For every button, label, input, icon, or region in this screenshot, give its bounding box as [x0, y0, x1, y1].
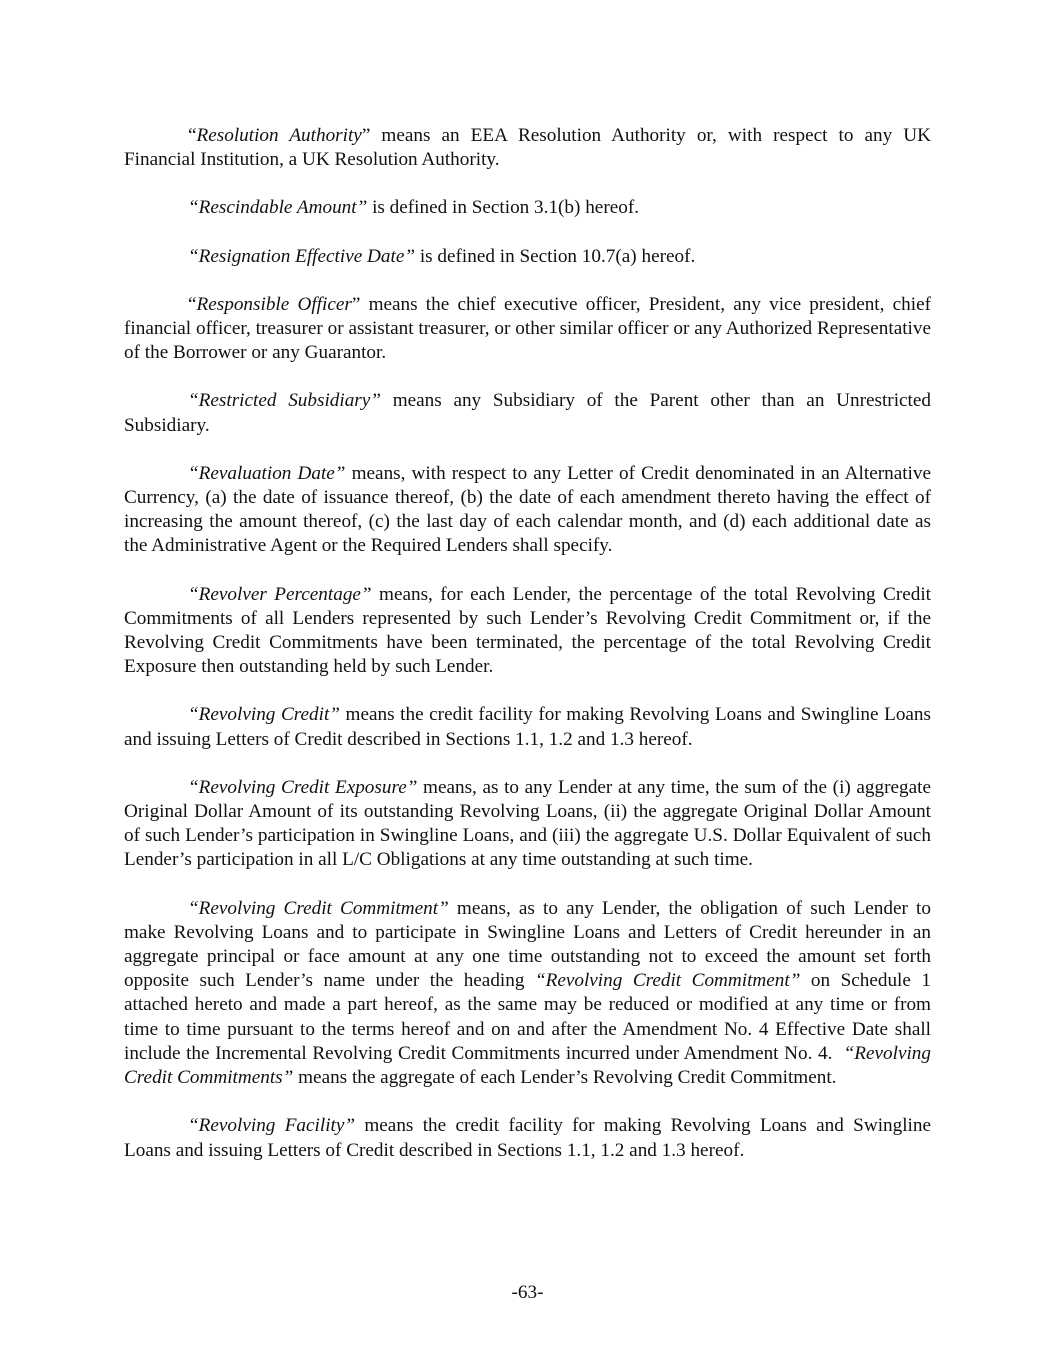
definition-text: means, for each Lender, the percentage of the total Revolving Credit Commitments of all Lenders represented by such Lender’s Revolving Credit Commitment or, if the Revolving Credit Commitments have been terminated, the percentage of the total Revolving Credit Exposure then outstanding held by such Lender.	[124, 583, 931, 678]
definition-revolving-credit-exposure	[124, 776, 931, 873]
defined-term: “Revolving Facility”	[188, 1115, 356, 1137]
definition-text: means, with respect to any Letter of Credit denominated in an Alternative Currency, (a) the date of issuance thereof, (b) the date of each amendment thereto having the effect of increasing the amount thereof, (c) the last day of each calendar month, and (d) each additional date as the Administrative Agent or the Required Lenders shall specify.	[124, 462, 931, 557]
definition-revolving-credit-commitment	[124, 897, 931, 1091]
defined-term: “Revaluation Date”	[188, 462, 346, 484]
definition-revolving-facility	[124, 1114, 931, 1162]
definition-responsible-officer	[124, 293, 931, 366]
defined-term: “Revolving Credit”	[188, 704, 340, 726]
definition-text: means the credit facility for making Revolving Loans and Swingline Loans and issuing Letters of Credit described in Sections 1.1, 1.2 and 1.3 hereof.	[124, 704, 931, 750]
definition-restricted-subsidiary	[124, 389, 931, 437]
definition-text: means the chief executive officer, President, any vice president, chief financial officer, treasurer or assistant treasurer, or other similar officer or any Authorized Representative of the Borrower or any Guarantor.	[124, 293, 931, 364]
definition-text: means an EEA Resolution Authority or, with respect to any UK Financial Institution, a UK Resolution Authority.	[124, 125, 931, 171]
definition-revolver-percentage	[124, 583, 931, 680]
definition-resignation-effective-date	[124, 245, 931, 269]
defined-term: “Revolving Credit Exposure”	[188, 776, 418, 798]
definition-text: means the credit facility for making Revolving Loans and Swingline Loans and issuing Letters of Credit described in Sections 1.1, 1.2 and 1.3 hereof.	[124, 1115, 931, 1161]
definition-text: on Schedule 1 attached hereto and made a part hereof, as the same may be reduced or modified at any time or from time to time pursuant to the terms hereof and on and after the Amendment No. 4 Effective Date shall include the Incremental Revolving Credit Commitments incurred under Amendment No. 4.	[124, 970, 931, 1064]
close-quote: ”	[351, 293, 361, 315]
definition-text: is defined in Section 3.1(b) hereof.	[367, 197, 640, 219]
open-quote: “	[188, 125, 197, 146]
defined-term: “Resignation Effective Date”	[188, 245, 416, 267]
definition-revaluation-date	[124, 462, 931, 559]
definition-text: is defined in Section 10.7(a) hereof.	[415, 245, 696, 267]
definition-text: means, as to any Lender at any time, the sum of the (i) aggregate Original Dollar Amount of its outstanding Revolving Loans, (ii) the aggregate Original Dollar Amount of such Lender’s participation in Swingline Loans, and (iii) the aggregate U.S. Dollar Equivalent of such Lender’s participation in all L/C Obligations at any time outstanding at such time.	[124, 776, 931, 871]
defined-term: Responsible Officer	[196, 293, 352, 315]
defined-term: “Revolving Credit Commitment”	[188, 897, 449, 919]
definition-rescindable-amount	[124, 196, 931, 220]
definition-text: means, as to any Lender, the obligation of such Lender to make Revolving Loans and to participate in Swingline Loans and Letters of Credit hereunder in an aggregate principal or face amount at any one time outstanding not to exceed the amount set forth opposite such Lender’s name under the heading	[124, 897, 931, 992]
open-quote: “	[188, 293, 197, 315]
defined-term: Resolution Authority	[196, 125, 362, 146]
defined-term: “Restricted Subsidiary”	[188, 390, 381, 412]
definition-resolution-authority	[124, 124, 931, 172]
definition-text: means any Subsidiary of the Parent other than an Unrestricted Subsidiary.	[124, 390, 931, 436]
definition-revolving-credit	[124, 703, 931, 751]
heading-term: “Revolving Credit Commitment”	[534, 970, 801, 992]
document-body	[124, 124, 931, 1187]
defined-term: “Revolver Percentage”	[188, 583, 372, 605]
page-number: -63-	[511, 1282, 544, 1303]
close-quote: ”	[361, 125, 371, 146]
definition-text: means the aggregate of each Lender’s Revolving Credit Commitment.	[293, 1067, 837, 1089]
defined-term-plural: “Revolving Credit Commitments”	[124, 1042, 931, 1089]
defined-term: “Rescindable Amount”	[188, 197, 368, 219]
